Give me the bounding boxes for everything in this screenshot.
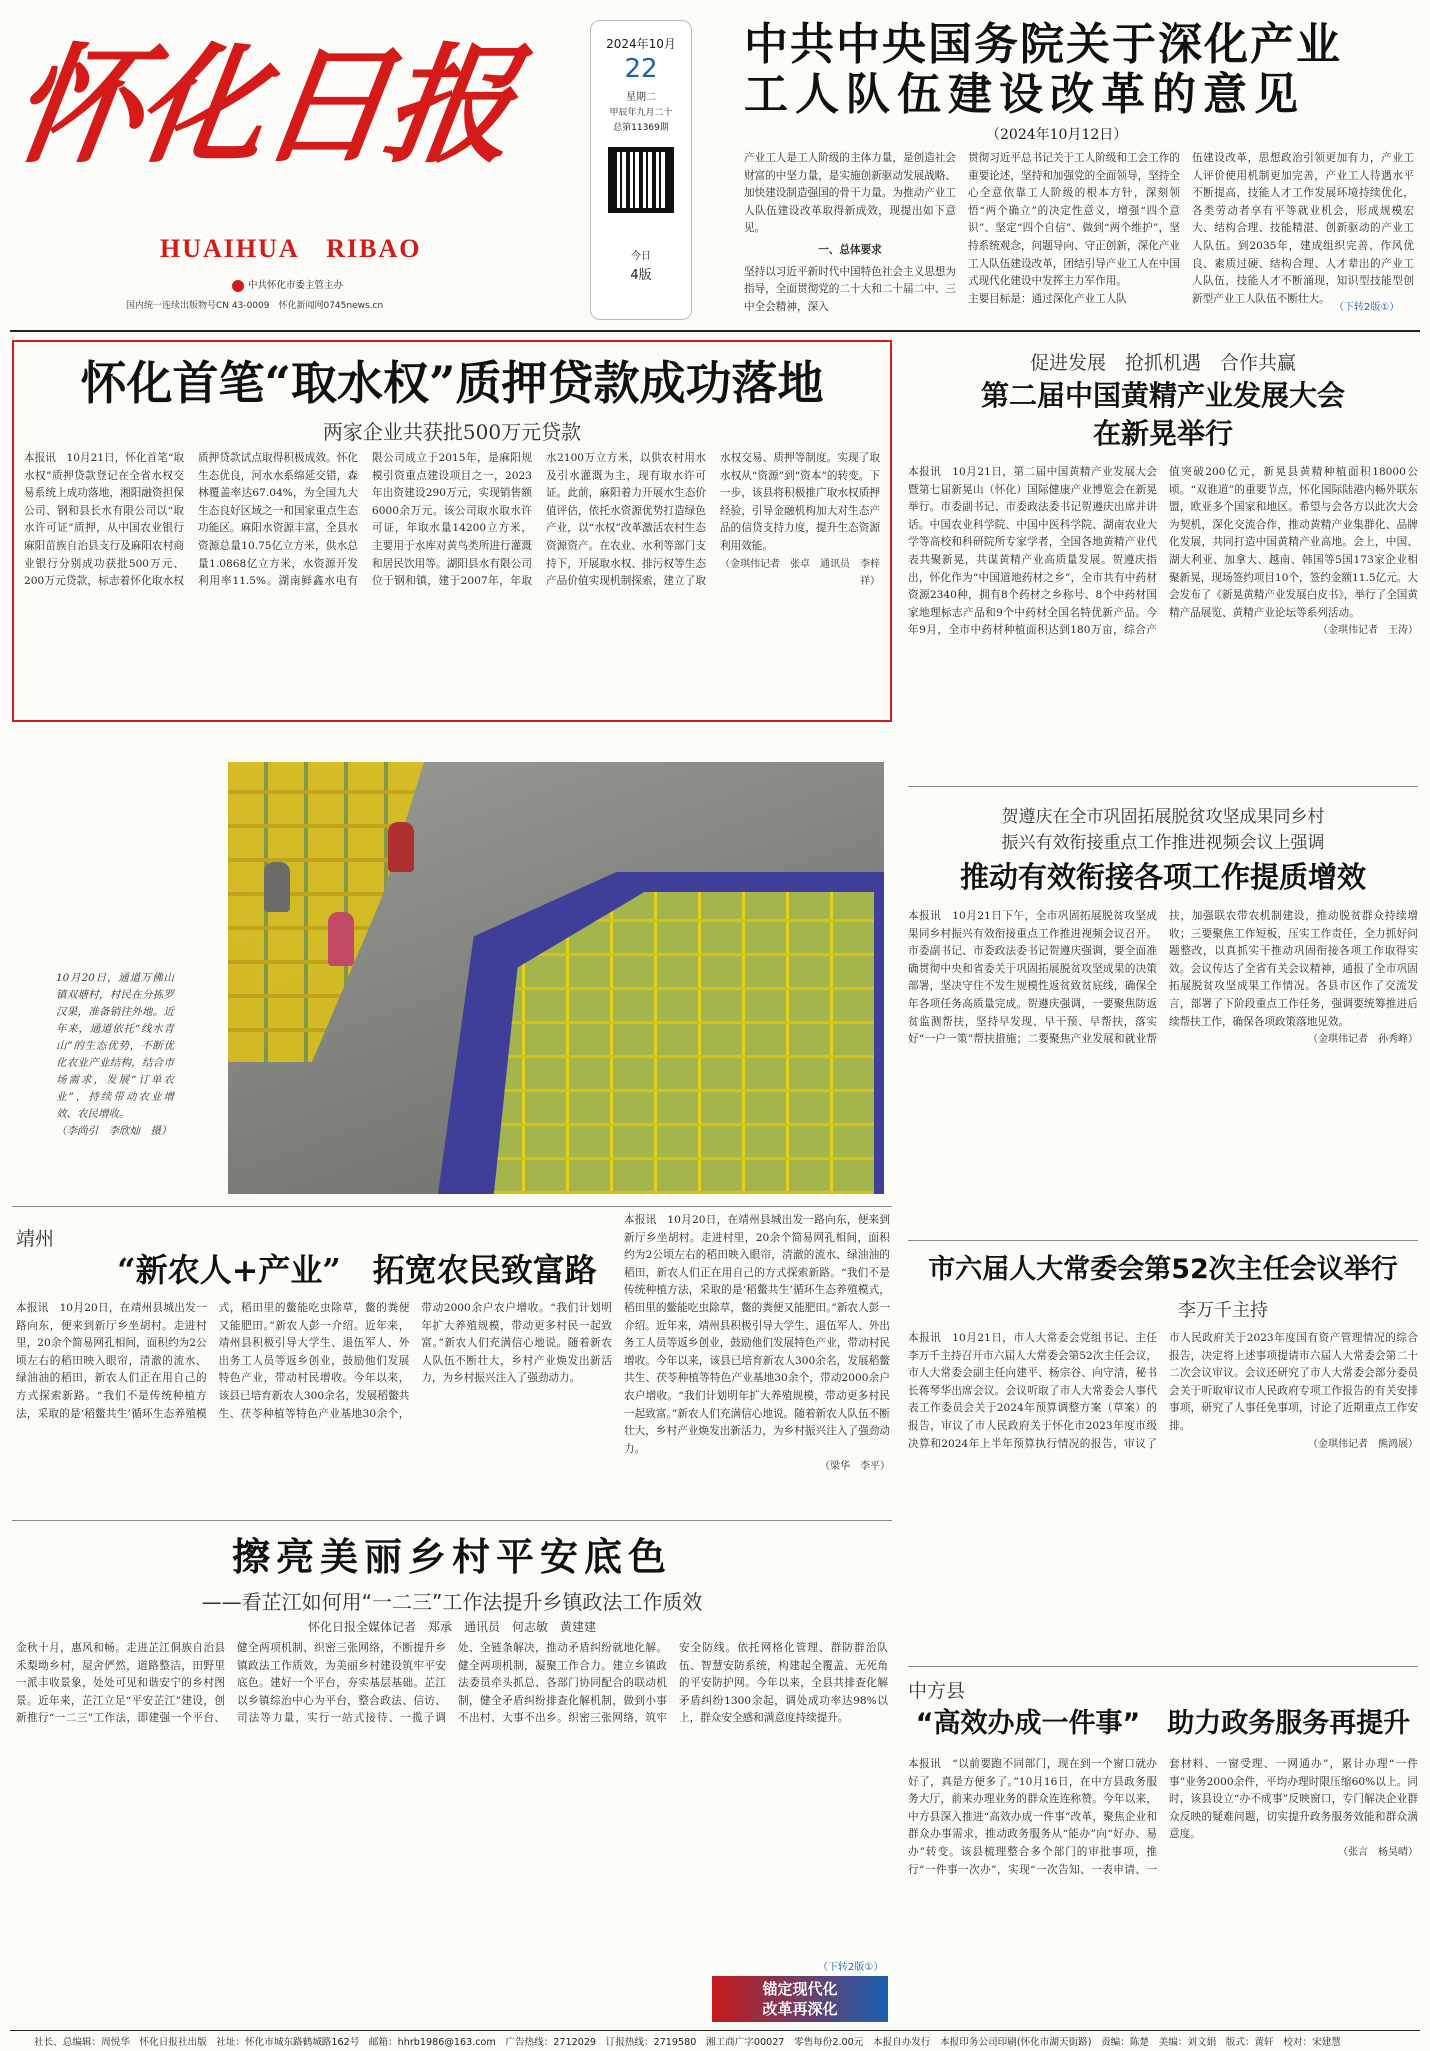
today-pages: 4版 (630, 268, 652, 283)
huangjing-kicker: 促进发展 抢抓机遇 合作共赢 (1029, 352, 1296, 374)
date-year-month: 2024年10月 (606, 37, 676, 51)
safety-continued-link[interactable]: （下转2版①） (818, 1958, 883, 1973)
lead-date: （2024年10月12日） (986, 127, 1128, 143)
publisher: 中共怀化市委主管主办 (248, 280, 344, 291)
publisher-line (232, 277, 532, 292)
masthead-divider (10, 330, 1420, 332)
safety-subtitle: ——看芷江如何用“一二三”工作法提升乡镇政法工作质效 (201, 1590, 703, 1614)
photo-worker-2 (328, 912, 354, 966)
footer-divider (10, 2030, 1420, 2031)
npc-byline: （金琪伟记者 熊鸿展） (1308, 1438, 1418, 1450)
masthead-pinyin: HUAIHUA RIBAO (160, 234, 422, 263)
issue-number: 总第11369期 (613, 123, 669, 133)
reform-badge-line1: 锚定现代化 (762, 1980, 838, 1998)
zhongfang-place: 中方县 (908, 1680, 966, 1702)
safety-headline: 擦亮美丽乡村平安底色 (231, 1534, 672, 1579)
npc-subtitle: 李万千主持 (1178, 1300, 1268, 1321)
jingzhou-body-right: 本报讯 10月20日，在靖州县城出发一路向东，便来到新厅乡坐胡村。走进村里，20余个简易网孔相间，面积约为2公顷左右的稻田映入眼帘，清澈的流水、绿油油的稻田，新农人们正在用自己的方式探索新路。“我们不是传统种植方法，采取的是‘稻鳖共生’循环生态养殖模式，稻田里的鳖能吃虫除草，鳖的粪便又能肥田。”新农人彭一介绍。近年来，靖州县积极引导大学生、退伍军人、外出务工人员等返乡创业，鼓励他们发展特色产业，带动村民增收。今年以来，该县已培育新农人300余名，发展稻鳖共生、茯苓种植等特色产业基地30余个，带动2000余户农户增收。“我们计划明年扩大养殖规模，带动更多村民一起致富。”新农人们充满信心地说。随着新农人队伍不断壮大，乡村产业焕发出新活力，为乡村振兴注入了强劲动力。 （梁华 李平） (624, 1212, 890, 1512)
masthead (0, 0, 1430, 330)
zhongfang-headline: “高效办成一件事” 助力政务服务再提升 (915, 1708, 1411, 1739)
huangjing-headline-line1: 第二届中国黄精产业发展大会 (980, 379, 1345, 412)
date-day: 22 (624, 54, 658, 84)
today-label: 今日 (631, 251, 651, 262)
water-rights-headline: 怀化首笔“取水权”质押贷款成功落地 (80, 356, 824, 410)
reform-badge-line2: 改革再深化 (762, 2000, 838, 2018)
left-divider-2 (12, 1520, 892, 1521)
linkage-kicker-line2: 振兴有效衔接重点工作推进视频会议上强调 (1001, 833, 1325, 853)
news-photo (228, 762, 884, 1194)
lead-headline-line2: 工人队伍建设改革的意见 (744, 69, 1305, 120)
jingzhou-byline: （梁华 李平） (820, 1461, 890, 1473)
lead-column-2: 贯彻习近平总书记关于工人阶级和工会工作的重要论述，坚持和加强党的全面领导，坚持全心全意依靠工人阶级的根本方针，深刻领悟“两个确立”的决定性意义，增强“四个意识”、坚定“四个自信”、做到“两个维护”，坚持系统观念，问题导向、守正创新，深化产业工人队伍建设改革，团结引导产业工人在中国式现代化建设中发挥主力军作用。 主要目标是：通过深化产业工人队 (968, 152, 1180, 305)
zhongfang-body: 本报讯 “以前要跑不同部门，现在到一个窗口就办好了，真是方便多了。”10月16日，在中方县政务服务大厅，前来办理业务的群众连连称赞。今年以来，中方县深入推进“高效办成一件事”改革，聚焦企业和群众办事需求，推动政务服务从“能办”向“好办、易办”转变。该县梳理整合多个部门的审批事项，推行“一件事一次办”，实现“一次告知、一表申请、一套材料、一窗受理、一网通办”，累计办理“一件事”业务2000余件，平均办理时限压缩60%以上。同时，该县设立“办不成事”反映窗口，专门解决企业群众反映的疑难问题，切实提升政务服务效能和群众满意度。 （张言 杨昊晴） (908, 1758, 1418, 1876)
huangjing-article (908, 340, 1418, 776)
jingzhou-body-left: 本报讯 10月20日，在靖州县城出发一路向东，便来到新厅乡坐胡村。走进村里，20余个简易网孔相间，面积约为2公顷左右的稻田映入眼帘，清澈的流水、绿油油的稻田，新农人们正在用自己的方式探索新路。“我们不是传统种植方法，采取的是‘稻鳖共生’循环生态养殖模式，稻田里的鳖能吃虫除草，鳖的粪便又能肥田。”新农人彭一介绍。近年来，靖州县积极引导大学生、退伍军人、外出务工人员等返乡创业，鼓励他们发展特色产业，带动村民增收。今年以来，该县已培育新农人300余名，发展稻鳖共生、茯苓种植等特色产业基地30余个，带动2000余户农户增收。“我们计划明年扩大养殖规模，带动更多村民一起致富。”新农人们充满信心地说。随着新农人队伍不断壮大，乡村产业焕发出新活力，为乡村振兴注入了强劲动力。 (16, 1302, 612, 1420)
qr-code-icon[interactable] (608, 147, 674, 213)
date-box (590, 20, 692, 320)
linkage-byline: （金琪伟记者 孙秀峰） (1308, 1034, 1418, 1046)
linkage-headline: 推动有效衔接各项工作提质增效 (959, 860, 1366, 894)
jingzhou-headline: “新农人+产业” 拓宽农民致富路 (117, 1251, 597, 1289)
reform-badge (712, 1976, 888, 2022)
safety-article (12, 1524, 892, 2024)
linkage-kicker-line1: 贺遵庆在全市巩固拓展脱贫攻坚成果同乡村 (1001, 807, 1325, 827)
water-rights-article (12, 340, 892, 722)
newspaper-logo: 怀化日报 (3, 31, 521, 181)
serial-number: 国内统一连续出版物号CN 43-0009 怀化新闻网0745news.cn (126, 301, 384, 311)
photo-credit: （李尚引 李欣灿 摄） (56, 1125, 172, 1137)
linkage-body: 本报讯 10月21日下午，全市巩固拓展脱贫攻坚成果同乡村振兴有效衔接重点工作推进视频会议召开。市委副书记、市委政法委书记贺遵庆强调，要全面准确贯彻中央和省委关于巩固拓展脱贫攻坚成果的决策部署，坚决守住不发生规模性返贫致贫底线，确保全年各项任务高质量完成。贺遵庆强调，一要聚焦防返贫监测帮扶，坚持早发现、早干预、早帮扶，落实好“一户一策”帮扶措施；二要聚焦产业发展和就业帮扶，加强联农带农机制建设，推动脱贫群众持续增收；三要聚焦工作短板，压实工作责任，全力抓好问题整改，以真抓实干推动巩固衔接各项工作取得实效。会议传达了全省有关会议精神，通报了全市巩固拓展脱贫攻坚成果工作情况。各县市区作了交流发言，部署了下阶段重点工作任务，强调要统筹推进后续帮扶工作，确保各项政策落地见效。 （金琪伟记者 孙秀峰） (908, 908, 1418, 1224)
water-rights-subtitle: 两家企业共获批500万元贷款 (322, 420, 582, 444)
huangjing-byline: （金琪伟记者 王涛） (1318, 625, 1418, 637)
jingzhou-place: 靖州 (16, 1228, 55, 1250)
photo-worker-1 (388, 822, 414, 872)
jingzhou-article (12, 1210, 892, 1516)
publisher-emblem-icon (232, 280, 244, 292)
photo-worker-3 (264, 862, 290, 912)
date-lunar: 甲辰年九月二十 (609, 108, 673, 118)
lead-headline-line1: 中共中央国务院关于深化产业 (744, 19, 1342, 70)
water-rights-byline: （金琪伟记者 张卓 通讯员 李梓祥） (720, 558, 880, 588)
right-divider-3 (908, 1666, 1418, 1667)
npc-headline: 市六届人大常委会第52次主任会议举行 (928, 1254, 1398, 1285)
npc-body: 本报讯 10月21日，市人大常委会党组书记、主任李万千主持召开市六届人大常委会第52次主任会议，市人大常委会副主任向建平、杨宗谷、向守清，秘书长蒋琴华出席会议。会议听取了市人大常委会人事代表工作委员会关于2024年预算调整方案（草案）的报告，审议了市人民政府关于怀化市2023年度市级决算和2024年上半年预算执行情况的报告，审议了市人民政府关于2023年度国有资产管理情况的综合报告，决定将上述事项提请市六届人大常委会第二十二次会议审议。会议还研究了市人大常委会部分委员会关于听取审议市人民政府专项工作报告的有关安排事项，研究了人事任免事项，讨论了近期重点工作安排。 （金琪伟记者 熊鸿展） (908, 1330, 1418, 1652)
lead-section-heading: 一、总体要求 (818, 243, 882, 256)
linkage-article (908, 790, 1418, 1230)
npc-article (908, 1244, 1418, 1658)
zhongfang-article (908, 1670, 1418, 2024)
photo-caption: 10月20日，通道万佛山镇双塘村，村民在分拣罗汉果，准备销往外地。近年来，通道依托“线水青山”的生态优势，不断优化农业产业结构，结合市场需求，发展“订单农业”，持续带动农业增效、农民增收。 （李尚引 李欣灿 摄） (56, 972, 174, 1137)
lead-column-3: 伍建设改革，思想政治引领更加有力，产业工人评价使用机制更加完善，产业工人待遇水平不断提高，技能人才工作发展环境持续优化，各类劳动者享有平等就业机会，形成规模宏大、结构合理、技能精湛、创新驱动的产业工人队伍。到2035年，建成组织完善、作风优良、素质过硬、结构合理、人才辈出的产业工人队伍，技能人才不断涌现，知识型技能型创新型产业工人队伍不断壮大。 (1192, 152, 1414, 305)
lead-continued-link[interactable]: （下转2版①） (1334, 302, 1400, 313)
safety-body: 金秋十月，惠风和畅。走进芷江侗族自治县禾梨坳乡村，屋舍俨然，道路整洁，田野里一派丰收景象，处处可见和谐安宁的乡村图景。近年来，芷江立足“平安芷江”建设，创新推行“一二三”工作法，即建强一个平台、健全两项机制、织密三张网络，不断提升乡镇政法工作质效，为美丽乡村建设筑牢平安底色。建好一个平台，夯实基层基础。芷江以乡镇综治中心为平台，整合政法、信访、司法等力量，实行一站式接待、一揽子调处、全链条解决，推动矛盾纠纷就地化解。健全两项机制，凝聚工作合力。建立乡镇政法委员牵头抓总、各部门协同配合的联动机制，健全矛盾纠纷排查化解机制，做到小事不出村、大事不出乡。织密三张网络，筑牢安全防线。依托网格化管理、群防群治队伍、智慧安防系统，构建起全覆盖、无死角的平安防护网。今年以来，全县共排查化解矛盾纠纷1300余起，调处成功率达98%以上，群众安全感和满意度持续提升。 (16, 1642, 888, 1725)
huangjing-headline-line2: 在新晃举行 (1092, 417, 1233, 450)
zhongfang-byline: （张言 杨昊晴） (1338, 1846, 1418, 1858)
lead-column-1: 产业工人是工人阶级的主体力量，是创造社会财富的中坚力量，是实施创新驱动发展战略、加快建设制造强国的骨干力量。为推动产业工人队伍建设改革取得新成效，现提出如下意见。 一、总体要求 坚持以习近平新时代中国特色社会主义思想为指导，全面贯彻党的二十大和二十届二中、三中全会精神，深入 (744, 152, 956, 313)
water-rights-body: 本报讯 10月21日，怀化首笔“取水权”质押贷款登记在全省水权交易系统上成功落地，湘阳融资担保公司、钢和县长水有限公司以“取水许可证”质押，从中国农业银行麻阳苗族自治县支行及麻阳农村商业银行分别成功获批500万元、200万元贷款，标志着怀化取水权质押贷款试点取得积极成效。怀化生态优良，河水水系绵延交错，森林覆盖率达67.04%，为全国九大生态良好区域之一和国家重点生态功能区。麻阳水资源丰富，全县水资源总量10.75亿立方米，供水总量1.0868亿立方米，水资源开发利用率11.5%。湖南鲜鑫水电有限公司成立于2015年，是麻阳规模引资重点建设项目之一，2023年出资建设290万元，实现销售额6000余万元。该公司取水取水许可证，年取水量14200立方米，主要用于水库对黄鸟类所进行灌溉和居民饮用等。湖阳县水有限公司位于钢和镇，建于2007年，年取水2100万立方米，以供农村用水及引水灌溉为主，现有取水许可证。此前，麻阳着力开展水生态价值评估，依托水资源优势打造绿色产业，以“水权”改革激活农村生态资源资产。在农业、水利等部门支持下，开展取水权、排污权等生态产品价值实现机制探索，建立了取水权交易、质押等制度。实现了取水权从“资源”到“资本”的转变。下一步，该县将积极推广取水权质押经验，引导金融机构加大对生态产品的信贷支持力度，提升生态资源利用效能。 （金琪伟记者 张卓 通讯员 李梓祥） (24, 450, 880, 716)
date-weekday: 星期二 (626, 92, 656, 103)
huangjing-body: 本报讯 10月21日，第二届中国黄精产业发展大会暨第七届新晃山（怀化）国际健康产业博览会在新晃举行。市委副书记、市委政法委书记贺遵庆出席并讲话。中国农业科学院、中国中医科学院、湖南农业大学等高校和科研院所专家学者，全国各地黄精产业代表共聚新晃，共谋黄精产业高质量发展。贺遵庆指出，怀化作为“中国道地药材之乡”，全市共有中药材资源2340种，拥有8个药材之乡称号、8个中药材国家地理标志产品和9个中药材全国名特优新产品。今年9月，全市中药材种植面积达到180万亩，综合产值突破200亿元，新晃县黄精种植面积18000公顷。“双谁道”的重要节点，怀化国际陆港内畅外联东盟，欧亚多个国家和地区。希望与会各方以此次大会为契机，深化交流合作，推动黄精产业集群化、品牌化发展，共同打造中国黄精产业高地。会上，中国、湖大利亚、加拿大、越南、韩国等5国173家企业相聚新晃，现场签约项目10个，签约金额11.5亿元。大会发布了《新晃黄精产业发展白皮书》，举行了全国黄精产品展览、黄精产业论坛等系列活动。 （金琪伟记者 王涛） (908, 464, 1418, 770)
right-divider-2 (908, 1240, 1418, 1241)
left-divider-1 (12, 1206, 892, 1207)
safety-byline-top: 怀化日报全媒体记者 郑承 通讯员 何志敏 黄建建 (307, 1620, 596, 1634)
footer-info: 社长、总编辑：周悦华 怀化日报社出版 社址：怀化市城东路鹤城路162号 邮箱：hhrb1986@163.com 广告热线：2712029 订报热线：2719580 湘工商广字00027 零售每份2.00元 本报自办发行 本报印务公司印刷(怀化市湖天街路) 责编：陈楚 美编：刘文娟 版式：黄轩 校对：宋建慧 (34, 2037, 1341, 2048)
right-divider-1 (908, 786, 1418, 787)
